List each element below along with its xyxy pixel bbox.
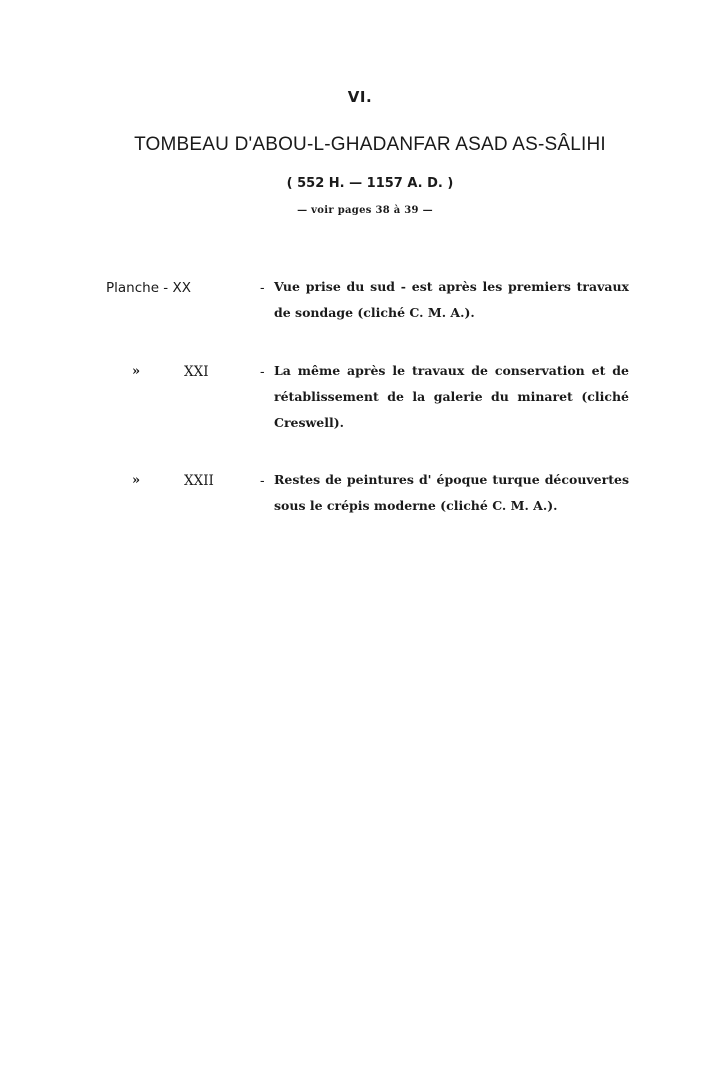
plate-description: Restes de peintures d' époque turque découvertes sous le crépis moderne (cliché C. M. A.). [274, 472, 629, 513]
plate-label: Planche - XX [106, 280, 191, 296]
section-number: VI. [347, 88, 373, 106]
plate-description: Vue prise du sud - est après les premiers travaux de sondage (cliché C. M. A.). [274, 279, 629, 320]
date-range: ( 552 H. — 1157 A. D. ) [286, 176, 454, 191]
entry-dash: - [260, 280, 265, 296]
ditto-mark: » [132, 364, 141, 379]
ditto-mark: » [132, 473, 141, 488]
entry-dash: - [260, 364, 265, 380]
pages-reference: — voir pages 38 à 39 — [297, 205, 433, 216]
plate-description: La même après le travaux de conservation et de rétablissement de la galerie du minaret (cliché Creswell). [274, 363, 629, 430]
entry-dash: - [260, 473, 265, 489]
plate-number: XXII [184, 473, 214, 489]
page-title: TOMBEAU D'ABOU-L-GHADANFAR ASAD AS-SÂLIHI [134, 134, 606, 155]
plate-number: XXI [184, 364, 209, 380]
